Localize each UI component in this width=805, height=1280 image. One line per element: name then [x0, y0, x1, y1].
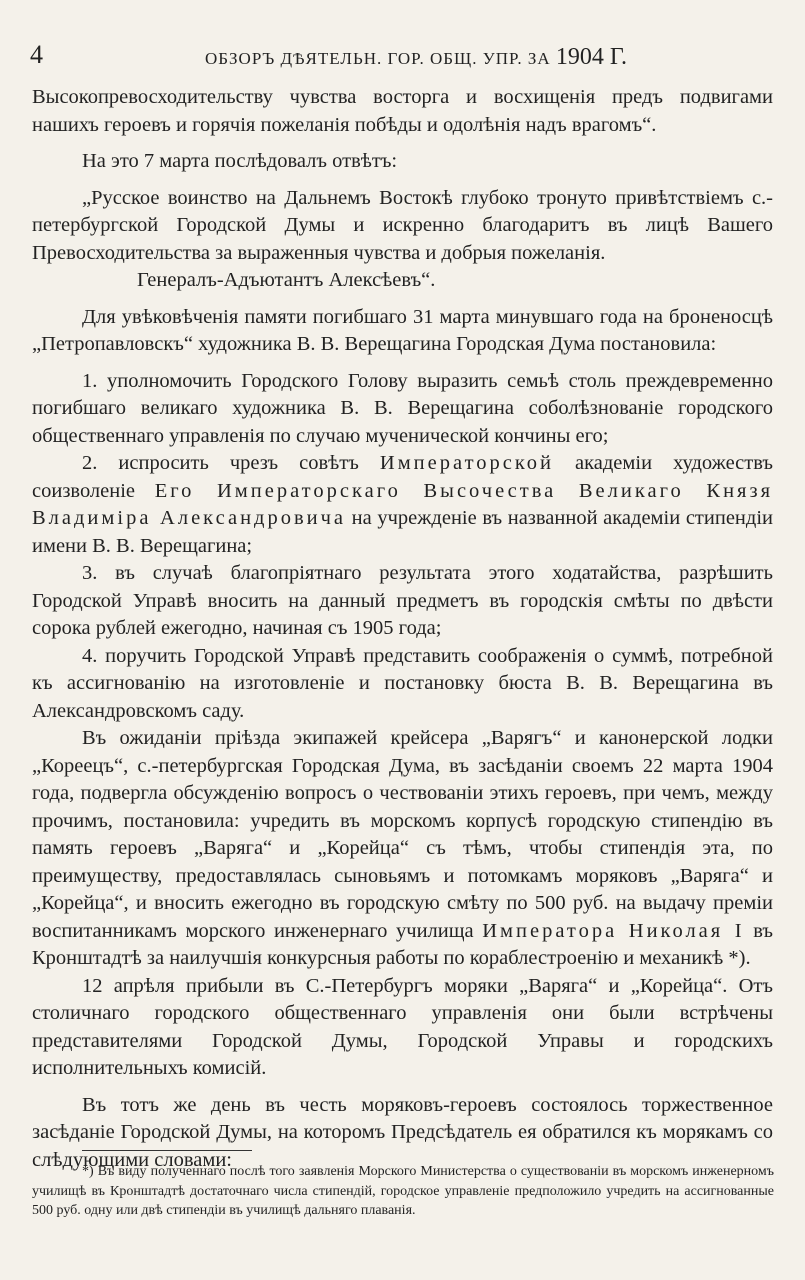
spaced-text: Императорской: [379, 452, 554, 474]
paragraph: 12 апрѣля прибыли въ С.-Петербургъ моряки „Варяга“ и „Корейца“. Отъ столичнаго городского общественнаго управленія они были встрѣчены представителями Городской Думы, Городской Управы и городскихъ исполнительныхъ комисій.: [32, 974, 773, 1079]
paragraph: [32, 725, 773, 973]
list-item: 4. поручить Городской Управѣ представить соображенія о суммѣ, потребной къ ассигнованію на изготовленіе и постановку бюста В. В. Верещагина въ Александровскомъ саду.: [32, 644, 773, 722]
spaced-text: Его Императорскаго Высочества Великаго Князя Владиміра Александровича: [32, 479, 774, 529]
running-title: [205, 44, 627, 71]
list-item: 1. уполномочить Городского Голову выразить семьѣ столь преждевременно погибшаго великаго художника В. В. Верещагина соболѣзнованіе городского общественнаго управленія по случаю мученической кончины его;: [32, 369, 773, 447]
item-text: 2. испросить чрезъ совѣтъ: [82, 452, 359, 474]
page-number: 4: [30, 40, 43, 69]
list-item: [32, 450, 773, 560]
paragraph: Для увѣковѣченія памяти погибшаго 31 марта минувшаго года на броненосцѣ „Петропавловскъ“ художника В. В. Верещагина Городская Дума постановила:: [32, 305, 773, 355]
list-item: 3. въ случаѣ благопріятнаго результата этого ходатайства, разрѣшить Городской Управѣ вносить на данный предметъ въ городскія смѣты по двѣсти сорока рублей ежегодно, начиная съ 1905 года;: [32, 562, 773, 639]
footnote-rule: [82, 1150, 252, 1151]
signature: Генералъ-Адъютантъ Алексѣевъ“.: [137, 269, 436, 291]
running-title-text: ОБЗОРЪ ДѢЯТЕЛЬН. ГОР. ОБЩ. УПР. ЗА: [205, 49, 551, 68]
paragraph: На это 7 марта послѣдовалъ отвѣтъ:: [82, 150, 398, 172]
spaced-text: Императора Николая I: [482, 919, 745, 942]
item-text: на учрежденіе въ названной академіи стипендіи имени В. В. Верещагина;: [32, 507, 773, 557]
running-header: [30, 40, 775, 76]
paragraph-text: Въ ожиданіи пріѣзда экипажей крейсера „Варягъ“ и канонерской лодки „Кореецъ“, с.-петербургская Городская Дума, въ засѣданіи своемъ 22 марта 1904 года, подвергла обсужденію вопросъ о чествованіи этихъ героевъ, при чемъ, между прочимъ, постановила: учредить въ морскомъ корпусѣ городскую стипендію въ память героевъ „Варяга“ и „Корейца“ съ тѣмъ, чтобы стипендія эта, по преимуществу, предоставлялась сыновьямъ и потомкамъ моряковъ „Варяга“ и „Корейца“, и вносить ежегодно въ городскую смѣту по 500 руб. на выдачу преміи воспитанникамъ морского инженернаго училища: [32, 727, 773, 942]
page-body: [32, 84, 773, 1174]
paragraph-text: въ Кронштадтѣ за наилучшія конкурсныя работы по кораблестроенію и механикѣ *).: [32, 919, 774, 969]
paragraph: Въ тотъ же день въ честь моряковъ-героевъ состоялось торжественное засѣданіе Городской Думы, на которомъ Предсѣдатель ея обратился къ морякамъ со слѣдующими словами:: [32, 1093, 773, 1171]
item-text: академіи художествъ соизволеніе: [32, 452, 774, 502]
paragraph: Высокопревосходительству чувства восторга и восхищенія предъ подвигами нашихъ героевъ и горячія пожеланія побѣды и одолѣнія надъ врагомъ“.: [32, 86, 773, 136]
running-title-year: 1904 Г.: [555, 44, 628, 70]
quoted-telegram: „Русское воинство на Дальнемъ Востокѣ глубоко тронуто привѣтствіемъ с.-петербургской Городской Думы и искренно благодаритъ въ лицѣ Вашего Превосходительства за выраженныя чувства и добрыя пожеланія.: [32, 186, 773, 264]
footnote: *) Въ виду полученнаго послѣ того заявленія Морского Министерства о существованіи въ морскомъ инженерномъ училищѣ въ Кронштадтѣ достаточнаго числа стипендій, городское управленіе предположило учредить на ассигнованные 500 руб. одну или двѣ стипендіи въ училищѣ дальняго плаванія.: [32, 1164, 774, 1218]
